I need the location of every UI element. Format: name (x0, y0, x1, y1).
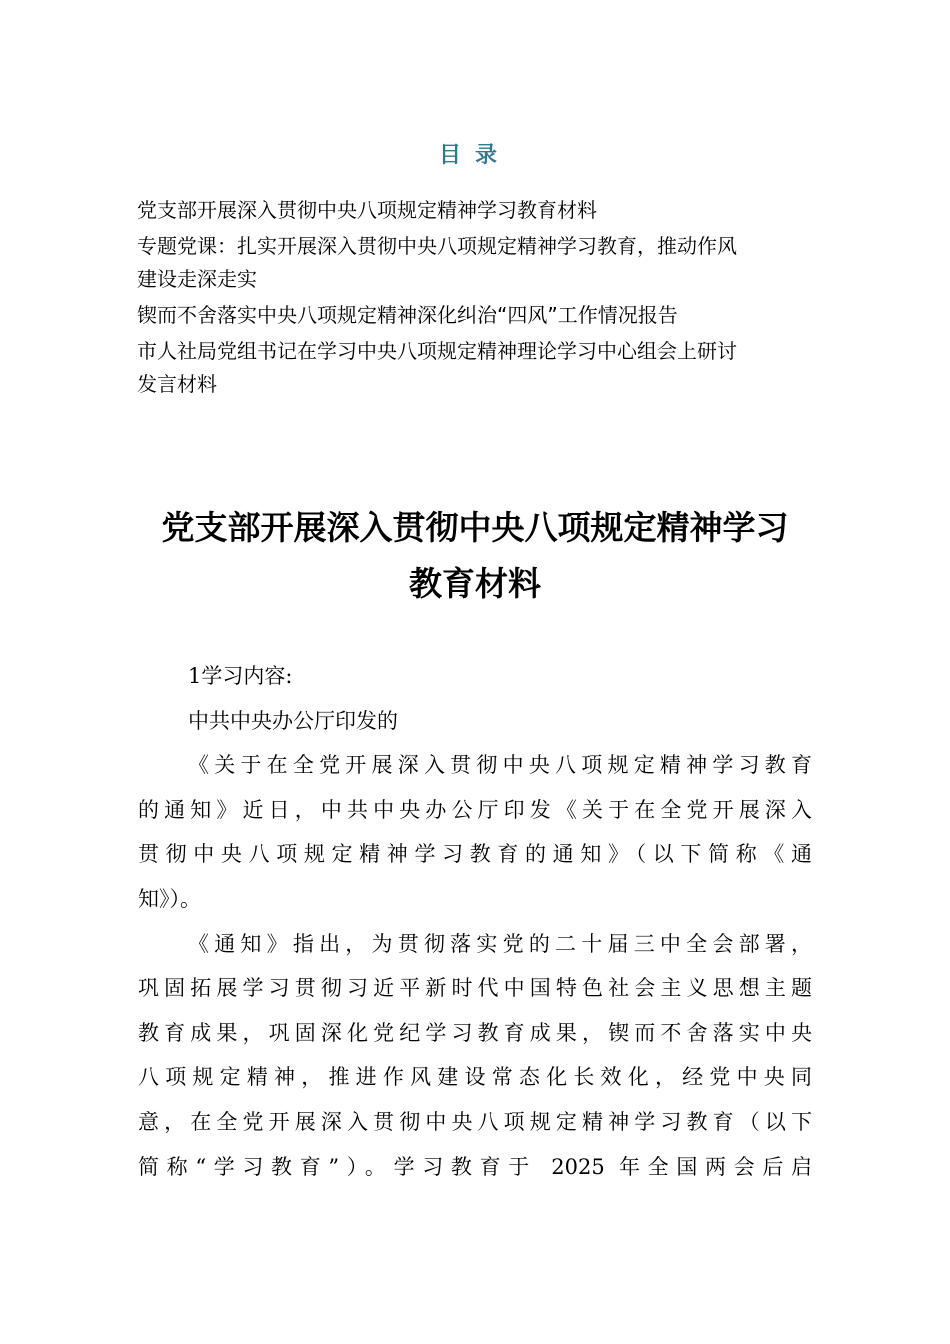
toc-item[interactable]: 专题党课：扎实开展深入贯彻中央八项规定精神学习教育，推动作风 (137, 234, 737, 258)
paragraph-line: 教育成果，巩固深化党纪学习教育成果，锲而不舍落实中央 (138, 1020, 812, 1045)
paragraph-line: 贯彻中央八项规定精神学习教育的通知》（以下简称《通 (138, 842, 812, 867)
toc-title: 目录 (438, 143, 511, 168)
paragraph-line: 的通知》近日，中共中央办公厅印发《关于在全党开展深入 (138, 797, 812, 822)
paragraph-line: 意，在全党开展深入贯彻中央八项规定精神学习教育（以下 (138, 1109, 812, 1134)
toc-item-continued[interactable]: 建设走深走实 (137, 267, 257, 291)
paragraph-line: 1学习内容: (188, 664, 293, 688)
toc-item[interactable]: 党支部开展深入贯彻中央八项规定精神学习教育材料 (137, 198, 597, 222)
toc-item[interactable]: 锲而不舍落实中央八项规定精神深化纠治“四风”工作情况报告 (137, 303, 678, 327)
toc-item[interactable]: 市人社局党组书记在学习中央八项规定精神理论学习中心组会上研讨 (137, 339, 737, 363)
paragraph-line: 中共中央办公厅印发的 (188, 708, 398, 733)
document-body (138, 654, 812, 1189)
paragraph-line: 《通知》指出，为贯彻落实党的二十届三中全会部署， (188, 931, 812, 956)
toc-item-continued[interactable]: 发言材料 (137, 372, 217, 396)
title-line: 教育材料 (409, 564, 541, 603)
paragraph-line: 《关于在全党开展深入贯彻中央八项规定精神学习教育 (188, 753, 812, 778)
paragraph-line: 简称“学习教育”）。学习教育于 2025 年全国两会后启 (138, 1154, 812, 1179)
paragraph-line: 巩固拓展学习贯彻习近平新时代中国特色社会主义思想主题 (138, 976, 812, 1001)
table-of-contents (137, 194, 817, 401)
paragraph-line: 知》）。 (138, 886, 201, 911)
title-line: 党支部开展深入贯彻中央八项规定精神学习 (161, 508, 789, 547)
paragraph-line: 八项规定精神，推进作风建设常态化长效化，经党中央同 (138, 1065, 812, 1090)
document-title (138, 500, 812, 612)
